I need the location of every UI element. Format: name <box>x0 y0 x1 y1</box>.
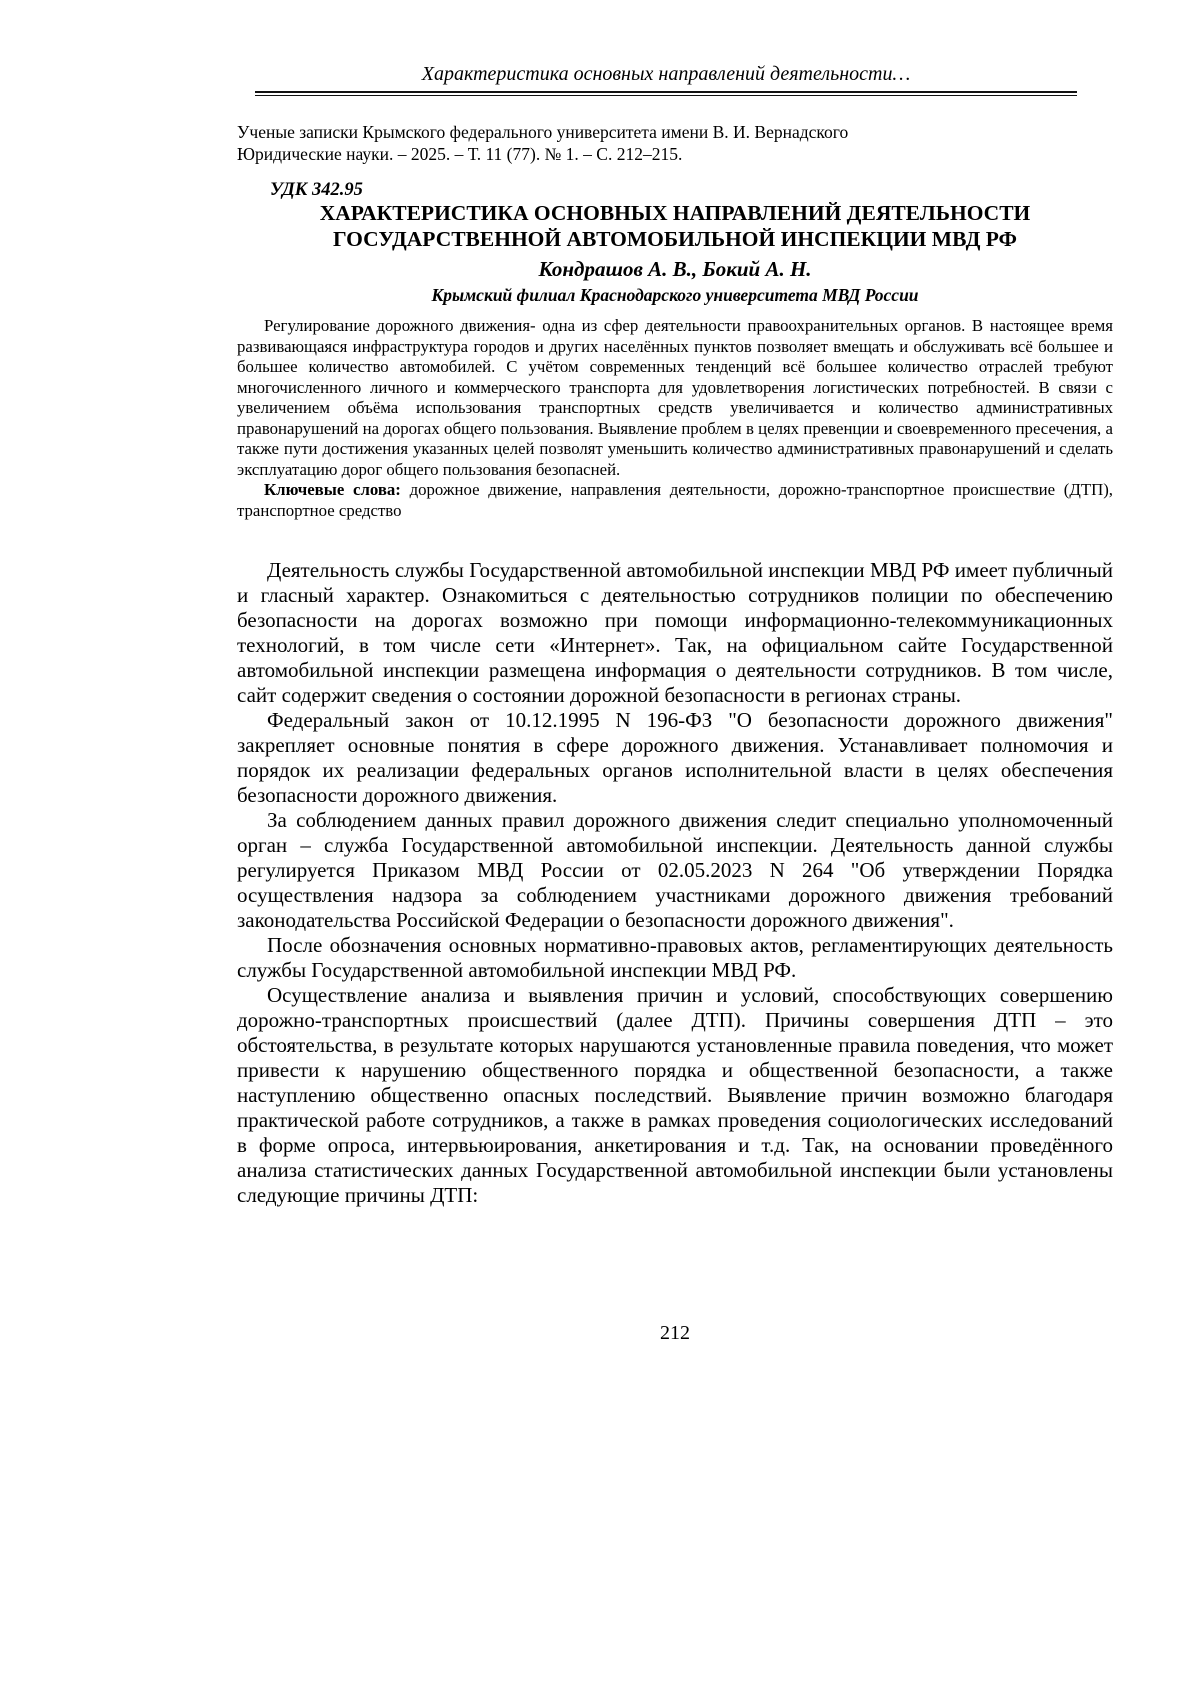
keywords-label: Ключевые слова: <box>264 480 401 499</box>
article-title-line-2: ГОСУДАРСТВЕННОЙ АВТОМОБИЛЬНОЙ ИНСПЕКЦИИ МВД РФ <box>333 226 1017 251</box>
header-double-rule <box>255 91 1077 96</box>
abstract-block <box>237 316 1113 521</box>
body-paragraph-5: Осуществление анализа и выявления причин и условий, способствующих совершению дорожно-транспортных происшествий (далее ДТП). Причины совершения ДТП – это обстоятельства, в результате которых нарушаются установленные правила поведения, что может привести к нарушению общественного порядка и общественной безопасности, а также наступлению общественно опасных последствий. Выявление причин возможно благодаря практической работе сотрудников, а также в рамках проведения социологических исследований в форме опроса, интервьюирования, анкетирования и т.д. Так, на основании проведённого анализа статистических данных Государственной автомобильной инспекции были установлены следующие причины ДТП: <box>237 983 1113 1207</box>
page-header <box>255 62 1077 96</box>
page-number: 212 <box>660 1322 690 1344</box>
article-title-line-1: ХАРАКТЕРИСТИКА ОСНОВНЫХ НАПРАВЛЕНИЙ ДЕЯТЕЛЬНОСТИ <box>319 201 1031 225</box>
body-paragraph-4: После обозначения основных нормативно-правовых актов, регламентирующих деятельность службы Государственной автомобильной инспекции МВД РФ. <box>237 933 1113 982</box>
affiliation-line: Крымский филиал Краснодарского университета МВД России <box>431 285 919 305</box>
authors-line: Кондрашов А. В., Бокий А. Н. <box>538 257 812 281</box>
keywords-paragraph <box>237 480 1113 521</box>
abstract-text: Регулирование дорожного движения- одна из сфер деятельности правоохранительных органов. В настоящее время развивающаяся инфраструктура городов и других населённых пунктов позволяет вмещать и обслуживать всё большее и большее количество автомобилей. С учётом современных тенденций всё большее количество отраслей требуют многочисленного личного и коммерческого транспорта для удовлетворения логистических потребностей. В связи с увеличением объёма использования транспортных средств увеличивается и количество административных правонарушений на дорогах общего пользования. Выявление проблем в целях превенции и своевременного пресечения, а также пути достижения указанных целей позволят уменьшить количество административных правонарушений и сделать эксплуатацию дорог общего пользования безопасней. <box>237 316 1113 479</box>
journal-citation-line-1: Ученые записки Крымского федерального университета имени В. И. Вернадского <box>237 122 849 142</box>
running-header-title: Характеристика основных направлений деятельности… <box>421 63 911 85</box>
article-title <box>237 201 1113 252</box>
journal-citation-line-2: Юридические науки. – 2025. – Т. 11 (77). № 1. – С. 212–215. <box>237 144 683 164</box>
article-body <box>237 558 1113 1208</box>
body-paragraph-3: За соблюдением данных правил дорожного движения следит специально уполномоченный орган – служба Государственной автомобильной инспекции. Деятельность данной службы регулируется Приказом МВД России от 02.05.2023 N 264 "Об утверждении Порядка осуществления надзора за соблюдением участниками дорожного движения требований законодательства Российской Федерации о безопасности дорожного движения". <box>237 808 1113 932</box>
journal-citation <box>237 121 1113 165</box>
udk-label: УДК 342.95 <box>270 180 363 200</box>
body-paragraph-1: Деятельность службы Государственной автомобильной инспекции МВД РФ имеет публичный и гласный характер. Ознакомиться с деятельностью сотрудников полиции по обеспечению безопасности на дорогах возможно при помощи информационно-телекоммуникационных технологий, в том числе сети «Интернет». Так, на официальном сайте Государственной автомобильной инспекции размещена информация о деятельности сотрудников. В том числе, сайт содержит сведения о состоянии дорожной безопасности в регионах страны. <box>237 558 1113 707</box>
body-paragraph-2: Федеральный закон от 10.12.1995 N 196-ФЗ "О безопасности дорожного движения" закрепляет основные понятия в сфере дорожного движения. Устанавливает полномочия и порядок их реализации федеральных органов исполнительной власти в целях обеспечения безопасности дорожного движения. <box>237 708 1113 807</box>
keywords-text: дорожное движение, направления деятельности, дорожно-транспортное происшествие (ДТП), транспортное средство <box>237 480 1113 520</box>
